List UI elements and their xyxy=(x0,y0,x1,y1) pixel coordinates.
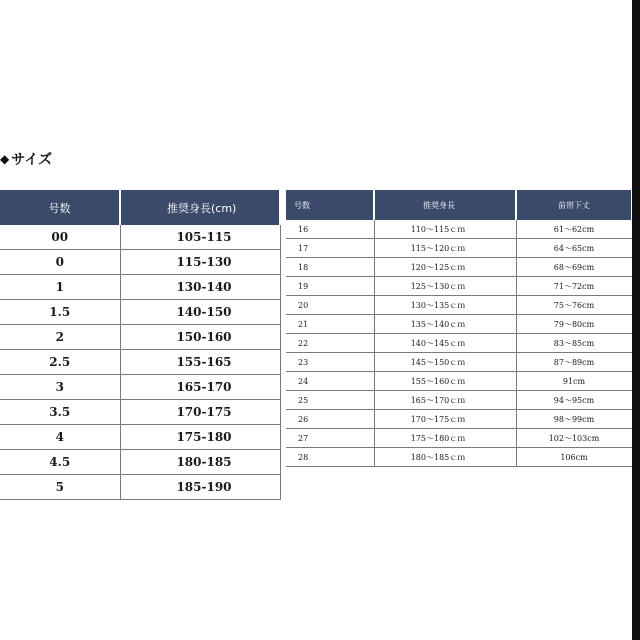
size-number-cell: 5 xyxy=(0,475,120,500)
size-number-cell: 25 xyxy=(286,391,374,410)
table-row xyxy=(286,239,632,258)
size-number-cell: 20 xyxy=(286,296,374,315)
table-row xyxy=(0,475,280,500)
size-number-cell: 3 xyxy=(0,375,120,400)
size-number-cell: 22 xyxy=(286,334,374,353)
height-cell: 170～175ｃｍ xyxy=(374,410,516,429)
size-number-cell: 24 xyxy=(286,372,374,391)
height-cell: 135～140ｃｍ xyxy=(374,315,516,334)
size-number-cell: 28 xyxy=(286,448,374,467)
height-cell: 105-115 xyxy=(120,225,280,250)
size-number-cell: 26 xyxy=(286,410,374,429)
table-row xyxy=(286,391,632,410)
table-row xyxy=(0,250,280,275)
height-cell: 140～145ｃｍ xyxy=(374,334,516,353)
height-cell: 140-150 xyxy=(120,300,280,325)
table-header-row xyxy=(0,190,280,225)
height-cell: 180-185 xyxy=(120,450,280,475)
size-number-cell: 4 xyxy=(0,425,120,450)
height-cell: 180～185ｃｍ xyxy=(374,448,516,467)
front-length-cell: 61～62cm xyxy=(516,220,632,239)
table-row xyxy=(0,375,280,400)
height-cell: 170-175 xyxy=(120,400,280,425)
table-row xyxy=(0,450,280,475)
front-length-cell: 68～69cm xyxy=(516,258,632,277)
height-cell: 115-130 xyxy=(120,250,280,275)
table-header-row xyxy=(286,190,632,220)
size-number-cell: 3.5 xyxy=(0,400,120,425)
header-recommended-height: 推奨身長(cm) xyxy=(120,190,280,225)
header-size-number: 号数 xyxy=(0,190,120,225)
table-row xyxy=(286,353,632,372)
height-cell: 125～130ｃｍ xyxy=(374,277,516,296)
table-row xyxy=(286,410,632,429)
front-length-cell: 64～65cm xyxy=(516,239,632,258)
size-number-cell: 4.5 xyxy=(0,450,120,475)
height-cell: 110～115ｃｍ xyxy=(374,220,516,239)
front-length-cell: 102～103cm xyxy=(516,429,632,448)
table-row xyxy=(0,275,280,300)
table-row xyxy=(0,325,280,350)
size-number-cell: 2 xyxy=(0,325,120,350)
front-length-cell: 83～85cm xyxy=(516,334,632,353)
size-number-cell: 23 xyxy=(286,353,374,372)
front-length-cell: 106cm xyxy=(516,448,632,467)
size-table-right xyxy=(286,190,633,467)
size-number-cell: 21 xyxy=(286,315,374,334)
height-cell: 165～170ｃｍ xyxy=(374,391,516,410)
size-number-cell: 1.5 xyxy=(0,300,120,325)
table-row xyxy=(286,296,632,315)
right-edge-bar xyxy=(632,0,640,640)
table-row xyxy=(286,315,632,334)
front-length-cell: 79～80cm xyxy=(516,315,632,334)
size-number-cell: 0 xyxy=(0,250,120,275)
size-number-cell: 2.5 xyxy=(0,350,120,375)
table-row xyxy=(286,448,632,467)
table-row xyxy=(286,258,632,277)
size-number-cell: 18 xyxy=(286,258,374,277)
size-number-cell: 16 xyxy=(286,220,374,239)
size-number-cell: 00 xyxy=(0,225,120,250)
table-row xyxy=(286,277,632,296)
header-recommended-height: 推奨身長 xyxy=(374,190,516,220)
front-length-cell: 98～99cm xyxy=(516,410,632,429)
front-length-cell: 94～95cm xyxy=(516,391,632,410)
header-front-length: 前帯下丈 xyxy=(516,190,632,220)
table-row xyxy=(0,225,280,250)
header-size-number: 号数 xyxy=(286,190,374,220)
height-cell: 130-140 xyxy=(120,275,280,300)
table-row xyxy=(0,300,280,325)
size-number-cell: 27 xyxy=(286,429,374,448)
height-cell: 175～180ｃｍ xyxy=(374,429,516,448)
table-row xyxy=(286,220,632,239)
table-row xyxy=(0,425,280,450)
size-number-cell: 1 xyxy=(0,275,120,300)
height-cell: 185-190 xyxy=(120,475,280,500)
height-cell: 145～150ｃｍ xyxy=(374,353,516,372)
height-cell: 115～120ｃｍ xyxy=(374,239,516,258)
front-length-cell: 87～89cm xyxy=(516,353,632,372)
front-length-cell: 71～72cm xyxy=(516,277,632,296)
size-number-cell: 19 xyxy=(286,277,374,296)
height-cell: 155～160ｃｍ xyxy=(374,372,516,391)
table-row xyxy=(0,350,280,375)
height-cell: 165-170 xyxy=(120,375,280,400)
height-cell: 130～135ｃｍ xyxy=(374,296,516,315)
table-row xyxy=(0,400,280,425)
height-cell: 120～125ｃｍ xyxy=(374,258,516,277)
height-cell: 175-180 xyxy=(120,425,280,450)
size-table-left xyxy=(0,190,281,500)
table-row xyxy=(286,372,632,391)
height-cell: 155-165 xyxy=(120,350,280,375)
section-title-text: サイズ xyxy=(11,152,53,168)
section-title xyxy=(0,149,52,169)
table-row xyxy=(286,429,632,448)
size-number-cell: 17 xyxy=(286,239,374,258)
front-length-cell: 75～76cm xyxy=(516,296,632,315)
height-cell: 150-160 xyxy=(120,325,280,350)
front-length-cell: 91cm xyxy=(516,372,632,391)
diamond-icon: ◆ xyxy=(0,152,10,166)
table-row xyxy=(286,334,632,353)
